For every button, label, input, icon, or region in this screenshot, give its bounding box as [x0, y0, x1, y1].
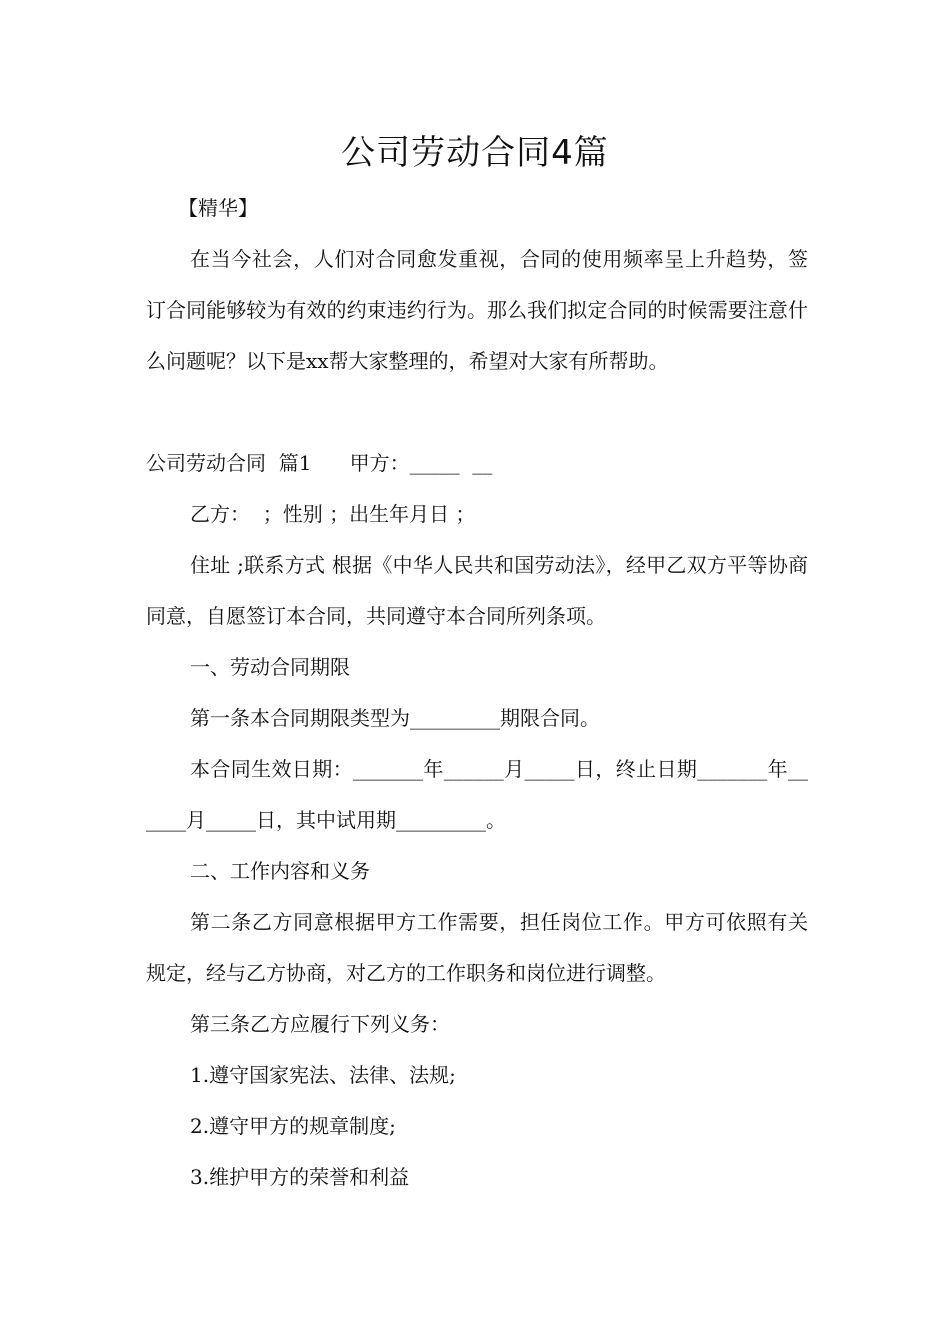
- duty-item-2: 2.遵守甲方的规章制度;: [190, 1114, 396, 1138]
- duty-item-3: 3.维护甲方的荣誉和利益: [190, 1165, 410, 1189]
- document-title: 公司劳动合同4篇: [341, 133, 609, 173]
- section-heading-duties: 二、工作内容和义务: [190, 859, 370, 883]
- article-2: 第二条乙方同意根据甲方工作需要，担任岗位工作。甲方可依照有关规定，经与乙方协商，对乙方的工作职务和岗位进行调整。: [146, 910, 808, 985]
- contract-heading-line: 公司劳动合同 篇1 甲方：_____ __: [146, 451, 493, 475]
- duty-item-1: 1.遵守国家宪法、法律、法规;: [190, 1063, 456, 1087]
- paragraph-spacer: [146, 387, 808, 438]
- effective-date-paragraph: 本合同生效日期：_______年______月_____日，终止日期_______年______月_____日，其中试用期_________。: [146, 757, 808, 832]
- quality-tag: 【精华】: [178, 196, 258, 220]
- document-body: [146, 183, 808, 1203]
- article-3: 第三条乙方应履行下列义务：: [190, 1012, 450, 1036]
- intro-paragraph: 在当今社会，人们对合同愈发重视，合同的使用频率呈上升趋势，签订合同能够较为有效的约束违约行为。那么我们拟定合同的时候需要注意什么问题呢？以下是xx帮大家整理的，希望对大家有所帮助。: [146, 247, 808, 373]
- address-paragraph: 住址 ;联系方式 根据《中华人民共和国劳动法》，经甲乙双方平等协商同意，自愿签订本合同，共同遵守本合同所列条项。: [146, 553, 808, 628]
- section-heading-term: 一、劳动合同期限: [190, 655, 350, 679]
- party-b-line: 乙方： ；性别 ；出生年月日 ；: [190, 502, 476, 526]
- article-1: 第一条本合同期限类型为_________期限合同。: [190, 706, 600, 730]
